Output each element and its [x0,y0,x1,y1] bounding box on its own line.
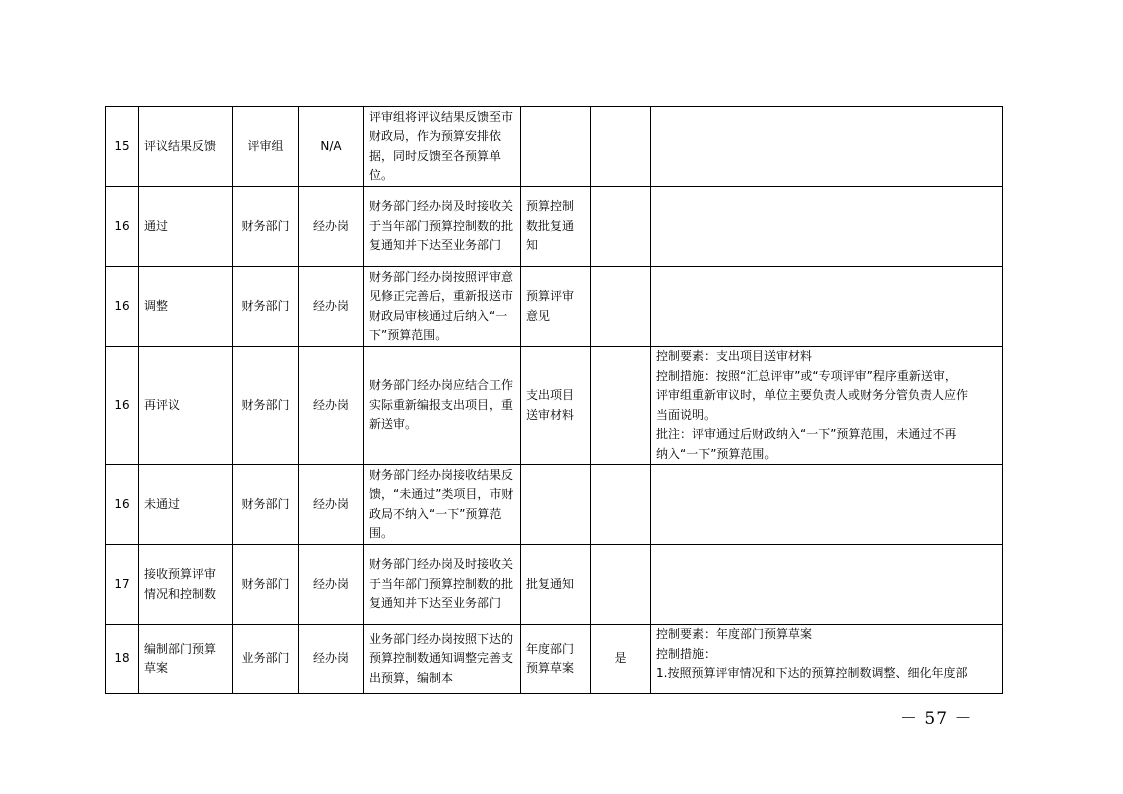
control-line: 评审组重新审议时，单位主要负责人或财务分管负责人应作 [656,388,969,402]
control-line: 批注：评审通过后财政纳入“一下”预算范围，未通过不再 [656,427,957,441]
post-cell: 经办岗 [299,267,364,347]
document-cell [521,107,591,187]
node-name-cell: 编制部门预算草案 [139,625,233,694]
key-control-cell [591,347,651,465]
row-number-cell: 15 [106,107,139,187]
control-line: 当面说明。 [656,407,717,422]
description-cell: 财务部门经办岗按照评审意见修正完善后，重新报送市财政局审核通过后纳入“一下”预算范围。 [364,267,521,347]
document-cell: 支出项目送审材料 [521,347,591,465]
process-table [105,106,1003,694]
node-name-cell: 未通过 [139,465,233,545]
table-row [106,347,1003,465]
node-name-cell: 再评议 [139,347,233,465]
table-row [106,625,1003,694]
key-control-cell [591,267,651,347]
post-cell: 经办岗 [299,545,364,625]
department-cell: 财务部门 [233,465,299,545]
description-cell: 财务部门经办岗及时接收关于当年部门预算控制数的批复通知并下达至业务部门 [364,545,521,625]
control-cell [651,625,1003,694]
description-cell: 财务部门经办岗应结合工作实际重新编报支出项目，重新送审。 [364,347,521,465]
post-cell: N/A [299,107,364,187]
control-line: 纳入“一下”预算范围。 [656,446,777,461]
key-control-cell: 是 [591,625,651,694]
table-row [106,267,1003,347]
table-row [106,465,1003,545]
description-cell: 评审组将评议结果反馈至市财政局，作为预算安排依据，同时反馈至各预算单位。 [364,107,521,187]
control-line: 控制要素：支出项目送审材料 [656,349,813,363]
control-line: 控制措施：按照“汇总评审”或“专项评审”程序重新送审， [656,368,957,383]
node-name-cell: 调整 [139,267,233,347]
control-cell [651,545,1003,625]
table-row [106,187,1003,267]
control-cell [651,267,1003,347]
post-cell: 经办岗 [299,187,364,267]
description-cell: 财务部门经办岗接收结果反馈，“未通过”类项目，市财政局不纳入“一下”预算范围。 [364,465,521,545]
row-number-cell: 18 [106,625,139,694]
department-cell: 财务部门 [233,187,299,267]
document-cell [521,465,591,545]
key-control-cell [591,545,651,625]
control-line: 控制要素：年度部门预算草案 [656,627,813,641]
document-cell: 批复通知 [521,545,591,625]
row-number-cell: 16 [106,267,139,347]
description-cell: 财务部门经办岗及时接收关于当年部门预算控制数的批复通知并下达至业务部门 [364,187,521,267]
row-number-cell: 17 [106,545,139,625]
control-cell [651,347,1003,465]
row-number-cell: 16 [106,465,139,545]
node-name-cell: 接收预算评审情况和控制数 [139,545,233,625]
key-control-cell [591,107,651,187]
node-name-cell: 评议结果反馈 [139,107,233,187]
control-cell [651,187,1003,267]
department-cell: 财务部门 [233,545,299,625]
post-cell: 经办岗 [299,347,364,465]
document-cell: 年度部门预算草案 [521,625,591,694]
department-cell: 业务部门 [233,625,299,694]
key-control-cell [591,465,651,545]
department-cell: 财务部门 [233,347,299,465]
document-cell: 预算评审意见 [521,267,591,347]
description-cell: 业务部门经办岗按照下达的预算控制数通知调整完善支出预算，编制本 [364,625,521,694]
key-control-cell [591,187,651,267]
department-cell: 财务部门 [233,267,299,347]
page-number: － 57 － [900,709,973,729]
row-number-cell: 16 [106,187,139,267]
node-name-cell: 通过 [139,187,233,267]
control-cell [651,107,1003,187]
document-cell: 预算控制数批复通知 [521,187,591,267]
department-cell: 评审组 [233,107,299,187]
table-row [106,107,1003,187]
control-line: 1.按照预算评审情况和下达的预算控制数调整、细化年度部 [656,666,968,680]
table-row [106,545,1003,625]
control-cell [651,465,1003,545]
control-line: 控制措施： [656,646,717,661]
row-number-cell: 16 [106,347,139,465]
post-cell: 经办岗 [299,625,364,694]
post-cell: 经办岗 [299,465,364,545]
